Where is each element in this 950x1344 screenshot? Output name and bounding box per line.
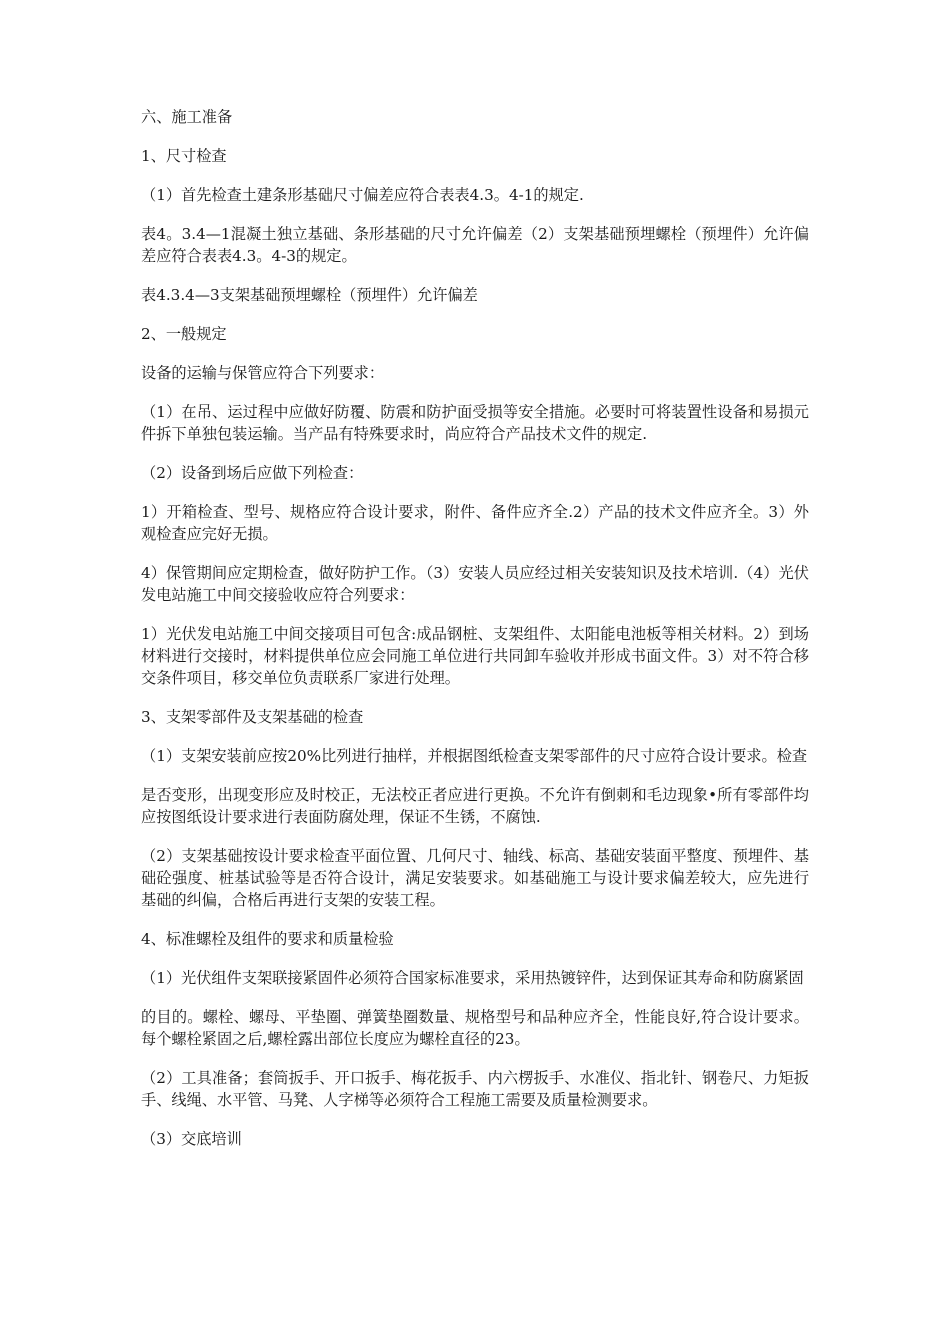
subsection-heading: 2、一般规定 [141,325,227,343]
paragraph: （1）光伏组件支架联接紧固件必须符合国家标准要求，采用热镀锌件，达到保证其寿命和防腐紧固 [141,969,804,987]
paragraph: （2）支架基础按设计要求检查平面位置、几何尺寸、轴线、标高、基础安装面平整度、预埋件、基础砼强度、桩基试验等是否符合设计，满足安装要求。如基础施工与设计要求偏差较大，应先进行基础的纠偏，合格后再进行支架的安装工程。 [141,847,809,909]
paragraph: （1）支架安装前应按20%比列进行抽样，并根据图纸检查支架零部件的尺寸应符合设计要求。检查 [141,747,808,765]
paragraph: （1）首先检查土建条形基础尺寸偏差应符合表表4.3。4-1的规定. [141,186,584,204]
paragraph: 1）开箱检查、型号、规格应符合设计要求，附件、备件应齐全.2）产品的技术文件应齐全。3）外观检查应完好无损。 [141,503,809,543]
subsection-heading: 3、支架零部件及支架基础的检查 [141,708,364,726]
paragraph: 1）光伏发电站施工中间交接项目可包含:成品钢桩、支架组件、太阳能电池板等相关材料。2）到场材料进行交接时，材料提供单位应会同施工单位进行共同卸车验收并形成书面文件。3）对不符合移交条件项目，移交单位负责联系厂家进行处理。 [141,625,809,687]
paragraph: 是否变形，出现变形应及时校正，无法校正者应进行更换。不允许有倒刺和毛边现象•所有零部件均应按图纸设计要求进行表面防腐处理，保证不生锈，不腐蚀. [141,786,809,826]
section-heading: 六、施工准备 [141,108,233,126]
paragraph: 表4.3.4—3支架基础预埋螺栓（预埋件）允许偏差 [141,286,478,304]
paragraph: 表4。3.4—1混凝土独立基础、条形基础的尺寸允许偏差（2）支架基础预埋螺栓（预埋件）允许偏差应符合表表4.3。4-3的规定。 [141,225,809,265]
paragraph: （2）工具准备；套筒扳手、开口扳手、梅花扳手、内六楞扳手、水准仪、指北针、钢卷尺、力矩扳手、线绳、水平管、马凳、人字梯等必须符合工程施工需要及质量检测要求。 [141,1069,809,1109]
paragraph: 的目的。螺栓、螺母、平垫圈、弹簧垫圈数量、规格型号和品种应齐全，性能良好,符合设计要求。每个螺栓紧固之后,螺栓露出部位长度应为螺栓直径的23。 [141,1008,809,1048]
paragraph: 设备的运输与保管应符合下列要求： [141,364,384,382]
document-page [141,106,809,1167]
paragraph: （1）在吊、运过程中应做好防覆、防震和防护面受损等安全措施。必要时可将装置性设备和易损元件拆下单独包装运输。当产品有特殊要求时，尚应符合产品技术文件的规定. [141,403,809,443]
paragraph: （2）设备到场后应做下列检查： [141,464,364,482]
paragraph: （3）交底培训 [141,1130,242,1148]
subsection-heading: 4、标准螺栓及组件的要求和质量检验 [141,930,394,948]
subsection-heading: 1、尺寸检查 [141,147,227,165]
paragraph: 4）保管期间应定期检查，做好防护工作。（3）安装人员应经过相关安装知识及技术培训.（4）光伏发电站施工中间交接验收应符合列要求： [141,564,809,604]
